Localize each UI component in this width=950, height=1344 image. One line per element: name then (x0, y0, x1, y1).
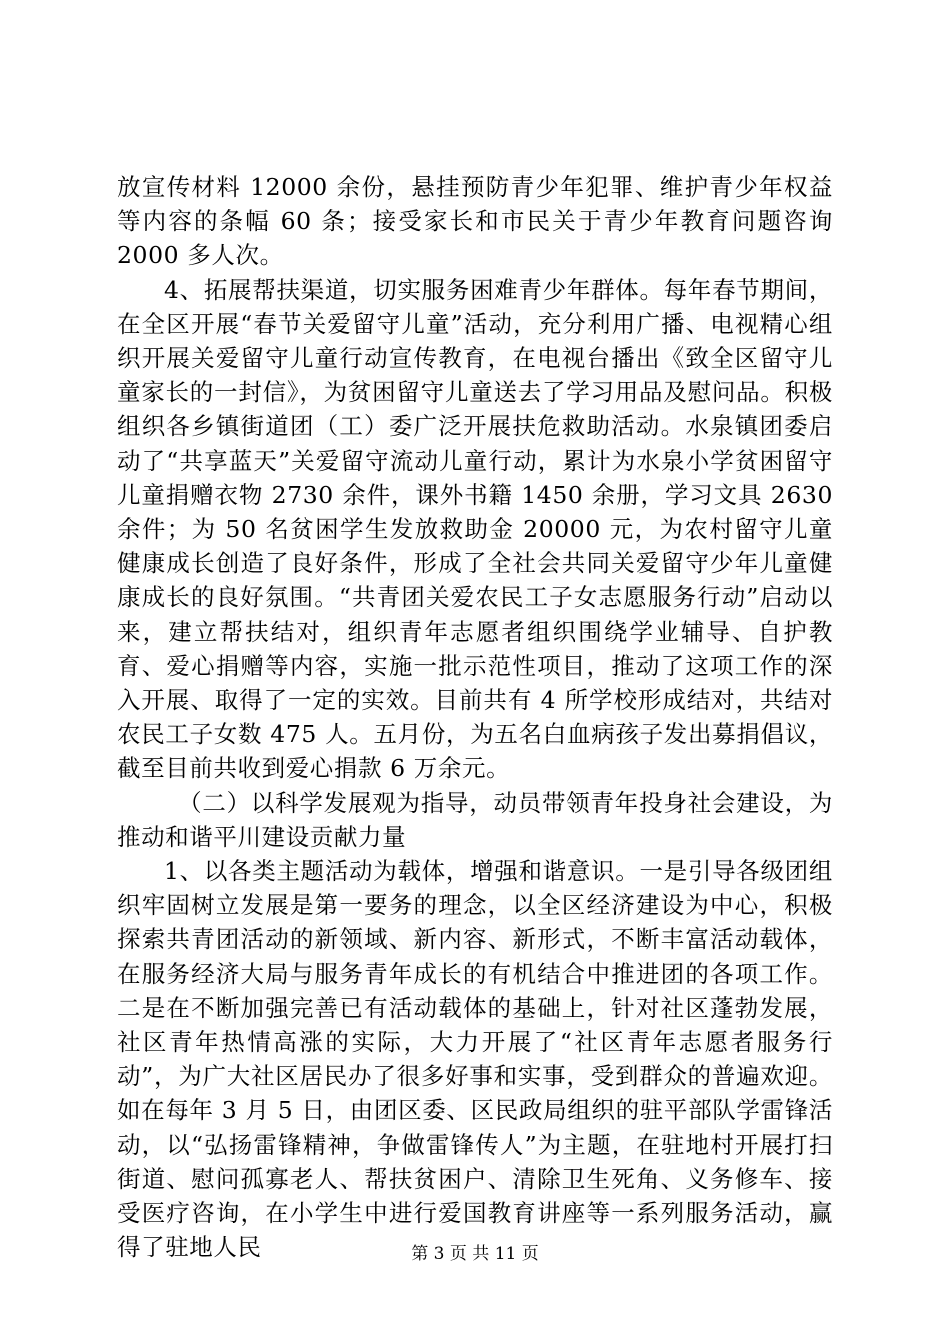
paragraph-item-4: 4、拓展帮扶渠道，切实服务困难青少年群体。每年春节期间，在全区开展“春节关爱留守儿童”活动，充分利用广播、电视精心组织开展关爱留守儿童行动宣传教育，在电视台播出《致全区留守儿童家长的一封信》，为贫困留守儿童送去了学习用品及慰问品。积极组织各乡镇街道团（工）委广泛开展扶危救助活动。水泉镇团委启动了“共享蓝天”关爱留守流动儿童行动，累计为水泉小学贫困留守儿童捐赠衣物 2730 余件，课外书籍 1450 余册，学习文具 2630 余件；为 50 名贫困学生发放救助金 20000 元，为农村留守儿童健康成长创造了良好条件，形成了全社会共同关爱留守少年儿童健康成长的良好氛围。“共青团关爱农民工子女志愿服务行动”启动以来，建立帮扶结对，组织青年志愿者组织围绕学业辅导、自护教育、爱心捐赠等内容，实施一批示范性项目，推动了这项工作的深入开展、取得了一定的实效。目前共有 4 所学校形成结对，共结对农民工子女数 475 人。五月份，为五名白血病孩子发出募捐倡议，截至目前共收到爱心捐款 6 万余元。 (117, 275, 833, 783)
paragraph-continuation: 放宣传材料 12000 余份，悬挂预防青少年犯罪、维护青少年权益等内容的条幅 60 条；接受家长和市民关于青少年教育问题咨询 2000 多人次。 (117, 173, 833, 270)
paragraph-item-1: 1、以各类主题活动为载体，增强和谐意识。一是引导各级团组织牢固树立发展是第一要务的理念，以全区经济建设为中心，积极探索共青团活动的新领域、新内容、新形式，不断丰富活动载体，在服务经济大局与服务青年成长的有机结合中推进团的各项工作。二是在不断加强完善已有活动载体的基础上，针对社区蓬勃发展，社区青年热情高涨的实际，大力开展了“社区青年志愿者服务行动”，为广大社区居民办了很多好事和实事，受到群众的普遍欢迎。如在每年 3 月 5 日，由团区委、区民政局组织的驻平部队学雷锋活动，以“弘扬雷锋精神，争做雷锋传人”为主题，在驻地村开展打扫街道、慰问孤寡老人、帮扶贫困户、清除卫生死角、义务修车、接受医疗咨询，在小学生中进行爱国教育讲座等一系列服务活动，赢得了驻地人民 (117, 857, 833, 1262)
document-body (117, 170, 833, 1265)
page-footer (0, 1243, 950, 1265)
section-heading-2: （二）以科学发展观为指导，动员带领青年投身社会建设，为推动和谐平川建设贡献力量 (117, 788, 833, 851)
page-number: 第 3 页 共 11 页 (411, 1244, 539, 1264)
